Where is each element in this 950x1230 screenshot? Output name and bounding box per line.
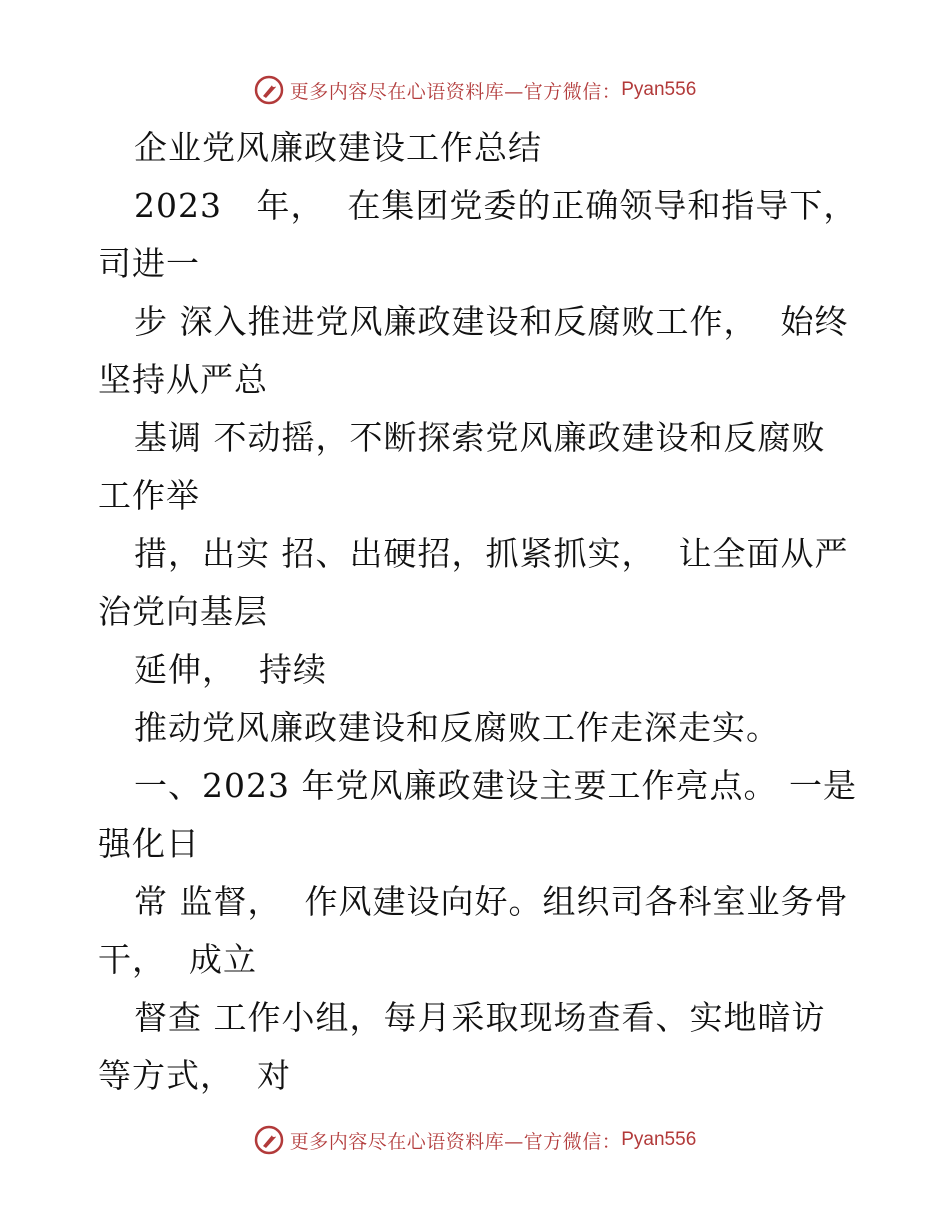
text-line: 督查 工作小组，每月采取现场查看、实地暗访 <box>134 998 826 1037</box>
text-line: 措，出实 招、出硬招，抓紧抓实， 让全面从严 <box>134 534 849 573</box>
text-line: 2023 年， 在集团党委的正确领导和指导下， <box>134 186 858 225</box>
watermark-id: Pyan556 <box>621 79 697 100</box>
document-title: 企业党风廉政建设工作总结 <box>134 128 542 167</box>
text-line: 工作举 <box>98 476 200 515</box>
text-line: 延伸， 持续 <box>134 650 327 689</box>
text-line: 一、2023 年党风廉政建设主要工作亮点。 一是 <box>134 766 857 805</box>
watermark-id: Pyan556 <box>621 1129 697 1150</box>
watermark-text: 更多内容尽在心语资料库—官方微信： <box>289 80 622 103</box>
watermark-banner-top <box>0 72 950 108</box>
pen-logo-icon <box>254 1125 284 1155</box>
text-line: 常 监督， 作风建设向好。组织司各科室业务骨 <box>134 882 849 921</box>
text-line: 干， 成立 <box>98 940 257 979</box>
watermark-banner-bottom <box>0 1122 950 1158</box>
text-line: 强化日 <box>98 824 200 863</box>
pen-logo-icon <box>254 75 284 105</box>
text-line: 等方式， 对 <box>98 1056 291 1095</box>
text-line: 推动党风廉政建设和反腐败工作走深走实。 <box>134 708 780 747</box>
watermark-text: 更多内容尽在心语资料库—官方微信： <box>289 1130 622 1153</box>
text-line: 治党向基层 <box>98 592 268 631</box>
text-line: 基调 不动摇，不断探索党风廉政建设和反腐败 <box>134 418 826 457</box>
text-line: 司进一 <box>98 244 200 283</box>
text-line: 坚持从严总 <box>98 360 268 399</box>
text-line: 步 深入推进党风廉政建设和反腐败工作， 始终 <box>134 302 849 341</box>
